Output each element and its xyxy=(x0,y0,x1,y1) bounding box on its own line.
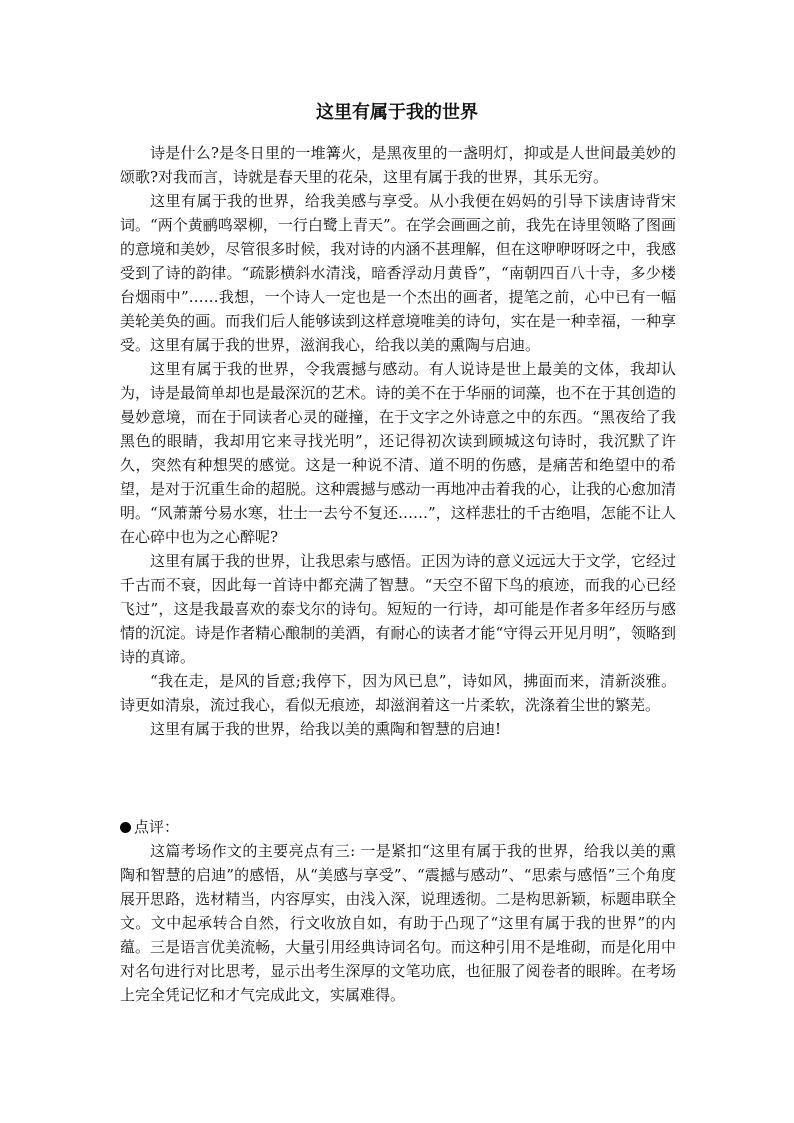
essay-paragraph-6: 这里有属于我的世界，给我以美的熏陶和智慧的启迪! xyxy=(150,720,502,738)
review-label: 点评： xyxy=(134,818,180,836)
essay-title: 这里有属于我的世界 xyxy=(316,102,478,123)
essay-paragraph-2: 这里有属于我的世界，给我美感与享受。从小我便在妈妈的引导下读唐诗背宋词。“两个黄鹂鸣翠柳，一行白鹭上青天”。在学会画画之前，我先在诗里领略了图画的意境和美妙，尽管很多时候，我对诗的内涵不甚理解，但在这咿咿呀呀之中，我感受到了诗的韵律。“疏影横斜水清浅，暗香浮动月黄昏”，“南朝四百八十寺，多少楼台烟雨中”……我想，一个诗人一定也是一个杰出的画者，提笔之前，心中已有一幅美轮美奂的画。而我们后人能够读到这样意境唯美的诗句，实在是一种幸福，一种享受。这里有属于我的世界，滋润我心，给我以美的熏陶与启迪。 xyxy=(120,192,676,354)
filled-circle-bullet-icon xyxy=(120,822,131,833)
essay-paragraph-5: “我在走，是风的旨意;我停下，因为风已息”，诗如风，拂面而来，清新淡雅。诗更如清泉，流过我心，看似无痕迹，却滋润着这一片柔软，洗涤着尘世的繁芜。 xyxy=(120,672,676,714)
review-heading xyxy=(120,815,179,839)
essay-paragraph-1: 诗是什么?是冬日里的一堆篝火，是黑夜里的一盏明灯，抑或是人世间最美妙的颂歌?对我而言，诗就是春天里的花朵，这里有属于我的世界，其乐无穷。 xyxy=(120,144,676,186)
essay-paragraph-3: 这里有属于我的世界，令我震撼与感动。有人说诗是世上最美的文体，我却认为，诗是最简单却也是最深沉的艺术。诗的美不在于华丽的词藻，也不在于其创造的曼妙意境，而在于同读者心灵的碰撞，在于文字之外诗意之中的东西。“黑夜给了我黑色的眼睛，我却用它来寻找光明”，还记得初次读到顾城这句诗时，我沉默了许久，突然有种想哭的感觉。这是一种说不清、道不明的伤感，是痛苦和绝望中的希望，是对于沉重生命的超脱。这种震撼与感动一再地冲击着我的心，让我的心愈加清明。“风萧萧兮易水寒，壮士一去兮不复还……”，这样悲壮的千古绝唱，怎能不让人在心碎中也为之心醉呢? xyxy=(120,360,676,546)
review-body xyxy=(120,839,676,1007)
essay-paragraph-4: 这里有属于我的世界，让我思索与感悟。正因为诗的意义远远大于文学，它经过千古而不衰，因此每一首诗中都充满了智慧。“天空不留下鸟的痕迹，而我的心已经飞过”，这是我最喜欢的泰戈尔的诗句。短短的一行诗，却可能是作者多年经历与感情的沉淀。诗是作者精心酿制的美酒，有耐心的读者才能“守得云开见月明”，领略到诗的真谛。 xyxy=(120,552,676,666)
review-paragraph: 这篇考场作文的主要亮点有三: 一是紧扣“这里有属于我的世界，给我以美的熏陶和智慧的启迪”的感悟，从“美感与享受”、“震撼与感动”、“思索与感悟”三个角度展开思路，选材精当，内容厚实，由浅入深，说理透彻。二是构思新颖，标题串联全文。文中起承转合自然，行文收放自如，有助于凸现了“这里有属于我的世界”的内蕴。三是语言优美流畅，大量引用经典诗词名句。而这种引用不是堆砌，而是化用中对名句进行对比思考，显示出考生深厚的文笔功底，也征服了阅卷者的眼眸。在考场上完全凭记忆和才气完成此文，实属难得。 xyxy=(120,842,676,1004)
essay-body xyxy=(120,141,676,741)
